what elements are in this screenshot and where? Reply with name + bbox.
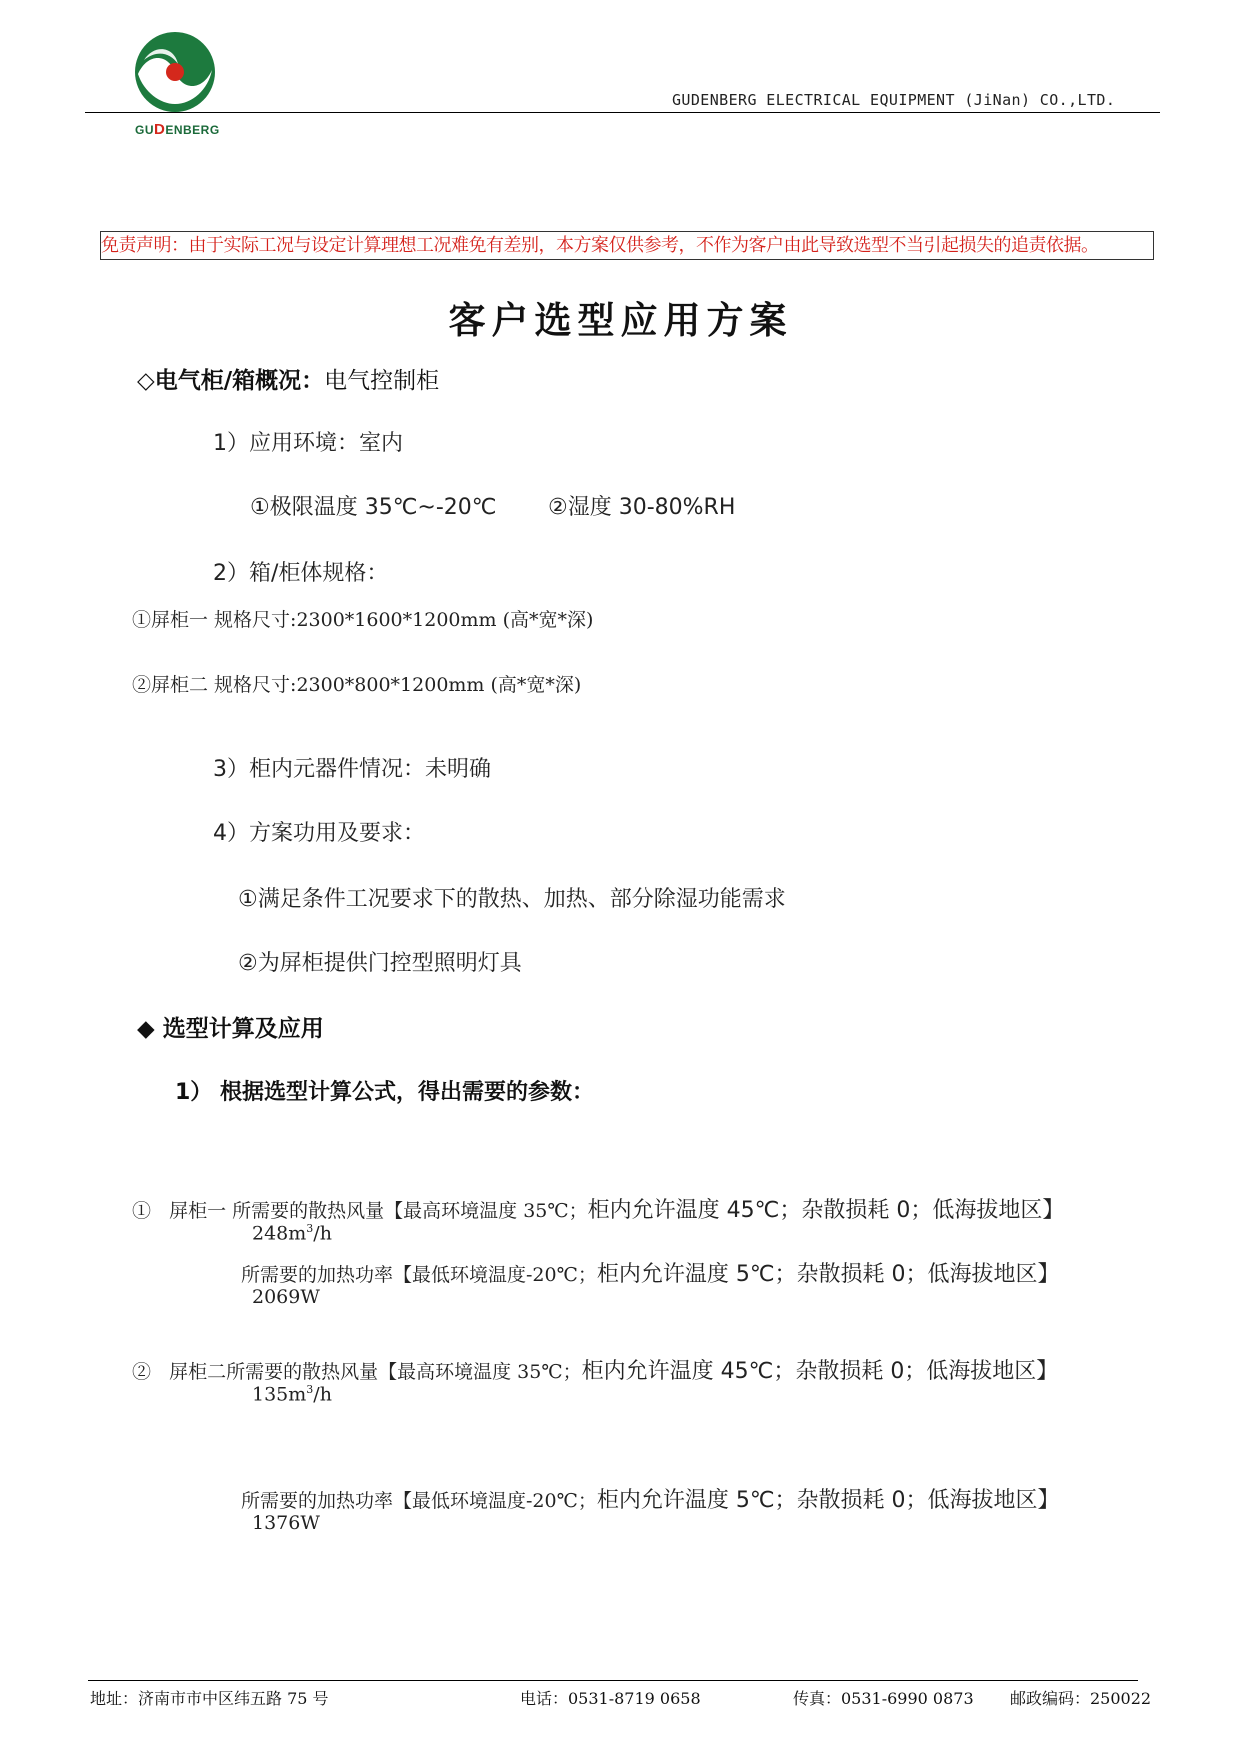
footer-divider: [88, 1680, 1138, 1681]
cabinet-2-spec: ②屏柜二 规格尺寸:2300*800*1200mm (高*宽*深): [132, 674, 582, 696]
function-item-2: ②为屏柜提供门控型照明灯具: [238, 951, 522, 976]
calc1-heat-cond: 柜内允许温度 5℃；杂散损耗 0；低海拔地区】: [596, 1262, 1060, 1287]
calc2-airflow-value: $135m^3/h$: [252, 1383, 332, 1406]
company-logo-icon: [130, 30, 220, 120]
calc1-airflow-cond: 柜内允许温度 45℃；杂散损耗 0；低海拔地区】: [587, 1198, 1065, 1223]
environment-line: 1）应用环境：室内: [213, 431, 403, 456]
footer-address: 地址：济南市市中区纬五路 75 号: [90, 1689, 329, 1708]
function-item-1: ①满足条件工况要求下的散热、加热、部分除湿功能需求: [238, 887, 786, 912]
calc2-number: ②: [132, 1361, 152, 1383]
calc1-heat-value: 2069W: [252, 1286, 320, 1308]
calc2-heat-cond: 柜内允许温度 5℃；杂散损耗 0；低海拔地区】: [596, 1488, 1060, 1513]
calc2-heat-line: [241, 1483, 1060, 1514]
calc2-heat-value: 1376W: [252, 1512, 320, 1534]
footer-fax: 传真：0531-6990 0873: [793, 1689, 974, 1708]
calc1-airflow-line: [132, 1193, 1064, 1224]
calc1-airflow-label: 屏柜一 所需要的散热风量【最高环境温度 35℃；: [169, 1200, 588, 1222]
calc1-heat-line: [241, 1257, 1060, 1288]
humidity-line: ②湿度 30-80%RH: [548, 495, 736, 520]
logo-wordmark: GUDENBERG: [135, 121, 220, 138]
footer-phone: 电话：0531-8719 0658: [520, 1689, 701, 1708]
temperature-line: ①极限温度 35℃~-20℃: [250, 495, 497, 520]
section-overview-heading: ◇电气柜/箱概况：电气控制柜: [137, 368, 440, 394]
calc1-airflow-value: $248m^3/h$: [252, 1222, 332, 1245]
calc2-airflow-cond: 柜内允许温度 45℃；杂散损耗 0；低海拔地区】: [581, 1359, 1059, 1384]
cabinet-1-spec: ①屏柜一 规格尺寸:2300*1600*1200mm (高*宽*深): [132, 609, 594, 631]
footer-postcode: 邮政编码：250022: [1010, 1689, 1152, 1708]
calc2-airflow-line: [132, 1354, 1058, 1385]
section-calc-heading: ◆ 选型计算及应用: [137, 1016, 324, 1042]
calc2-airflow-label: 屏柜二所需要的散热风量【最高环境温度 35℃；: [169, 1361, 582, 1383]
function-label: 4）方案功用及要求：: [213, 821, 425, 846]
calc1-heat-label: 所需要的加热功率【最低环境温度-20℃；: [241, 1264, 597, 1286]
page-title: 客户选型应用方案: [448, 299, 793, 342]
calc-subheading: 1） 根据选型计算公式，得出需要的参数：: [175, 1080, 594, 1105]
spec-label: 2）箱/柜体规格：: [213, 561, 389, 586]
calc2-heat-label: 所需要的加热功率【最低环境温度-20℃；: [241, 1490, 597, 1512]
calc1-number: ①: [132, 1200, 152, 1222]
disclaimer-box: 免责声明：由于实际工况与设定计算理想工况难免有差别，本方案仅供参考，不作为客户由此导致选型不当引起损失的追责依据。: [100, 231, 1154, 260]
header-divider: [85, 112, 1160, 113]
company-name: GUDENBERG ELECTRICAL EQUIPMENT (JiNan) CO.,LTD.: [672, 91, 1116, 109]
components-line: 3）柜内元器件情况：未明确: [213, 757, 491, 782]
